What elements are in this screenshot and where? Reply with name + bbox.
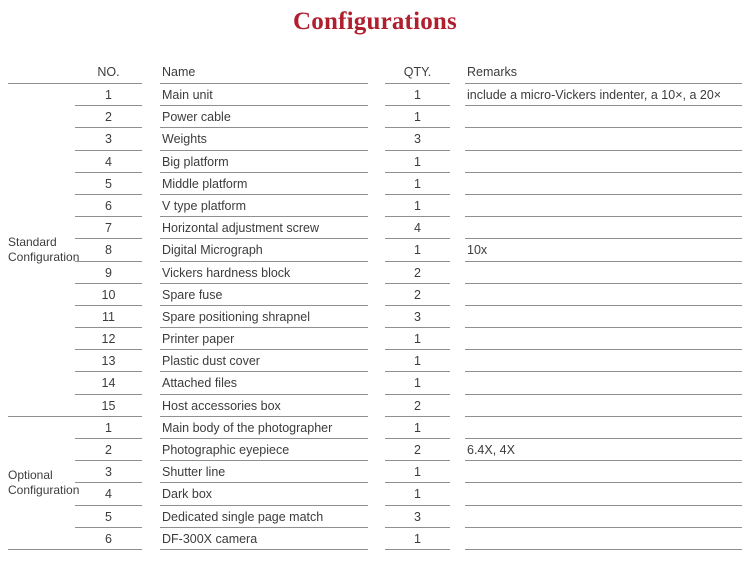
row-qty: 2 (385, 439, 450, 461)
row-qty: 1 (385, 84, 450, 106)
row-remarks (465, 217, 742, 239)
row-no: 1 (75, 84, 142, 106)
row-remarks (465, 128, 742, 150)
row-remarks (465, 417, 742, 439)
row-no: 4 (75, 483, 142, 505)
row-name: Printer paper (160, 328, 368, 350)
row-qty: 2 (385, 284, 450, 306)
row-name: DF-300X camera (160, 528, 368, 550)
row-no: 1 (75, 417, 142, 439)
row-remarks: include a micro-Vickers indenter, a 10×, a 20× (465, 84, 742, 106)
row-no: 15 (75, 395, 142, 417)
row-qty: 1 (385, 372, 450, 394)
section-label-standard: Standard Configuration (8, 84, 75, 417)
row-remarks (465, 262, 742, 284)
row-name: Power cable (160, 106, 368, 128)
row-name: Host accessories box (160, 395, 368, 417)
row-no: 9 (75, 262, 142, 284)
row-remarks (465, 151, 742, 173)
column-header-name: Name (160, 62, 368, 84)
row-remarks (465, 372, 742, 394)
row-remarks (465, 350, 742, 372)
row-no: 4 (75, 151, 142, 173)
row-qty: 1 (385, 239, 450, 261)
section-label-optional: Optional Configuration (8, 417, 75, 550)
row-no: 12 (75, 328, 142, 350)
row-qty: 3 (385, 506, 450, 528)
row-qty: 4 (385, 217, 450, 239)
row-qty: 1 (385, 483, 450, 505)
column-header-no: NO. (75, 62, 142, 84)
row-qty: 2 (385, 395, 450, 417)
row-qty: 1 (385, 195, 450, 217)
row-name: Spare fuse (160, 284, 368, 306)
row-qty: 1 (385, 106, 450, 128)
row-name: Attached files (160, 372, 368, 394)
row-remarks (465, 195, 742, 217)
page-title: Configurations (293, 8, 457, 35)
row-remarks (465, 461, 742, 483)
row-qty: 1 (385, 350, 450, 372)
row-remarks (465, 284, 742, 306)
row-name: Plastic dust cover (160, 350, 368, 372)
row-qty: 1 (385, 151, 450, 173)
row-remarks (465, 173, 742, 195)
row-no: 13 (75, 350, 142, 372)
row-remarks (465, 528, 742, 550)
row-remarks (465, 483, 742, 505)
row-remarks (465, 395, 742, 417)
row-qty: 1 (385, 417, 450, 439)
row-qty: 3 (385, 306, 450, 328)
row-qty: 1 (385, 461, 450, 483)
header-spacer (8, 62, 75, 84)
column-header-remarks: Remarks (465, 62, 742, 84)
row-remarks (465, 328, 742, 350)
row-remarks: 6.4X, 4X (465, 439, 742, 461)
row-name: Spare positioning shrapnel (160, 306, 368, 328)
row-qty: 1 (385, 528, 450, 550)
row-name: Main unit (160, 84, 368, 106)
row-no: 2 (75, 439, 142, 461)
row-no: 5 (75, 173, 142, 195)
row-qty: 3 (385, 128, 450, 150)
column-header-qty: QTY. (385, 62, 450, 84)
row-no: 6 (75, 528, 142, 550)
row-no: 14 (75, 372, 142, 394)
row-no: 7 (75, 217, 142, 239)
row-remarks (465, 106, 742, 128)
row-no: 3 (75, 128, 142, 150)
row-name: Main body of the photographer (160, 417, 368, 439)
row-name: Vickers hardness block (160, 262, 368, 284)
configurations-table (8, 62, 742, 550)
row-no: 11 (75, 306, 142, 328)
row-name: Dark box (160, 483, 368, 505)
row-name: Weights (160, 128, 368, 150)
row-name: Middle platform (160, 173, 368, 195)
row-no: 3 (75, 461, 142, 483)
row-name: V type platform (160, 195, 368, 217)
row-name: Horizontal adjustment screw (160, 217, 368, 239)
row-no: 5 (75, 506, 142, 528)
row-name: Photographic eyepiece (160, 439, 368, 461)
row-qty: 2 (385, 262, 450, 284)
row-qty: 1 (385, 173, 450, 195)
row-name: Shutter line (160, 461, 368, 483)
row-remarks (465, 506, 742, 528)
row-no: 10 (75, 284, 142, 306)
row-remarks (465, 306, 742, 328)
row-remarks: 10x (465, 239, 742, 261)
row-name: Big platform (160, 151, 368, 173)
row-name: Dedicated single page match (160, 506, 368, 528)
row-no: 6 (75, 195, 142, 217)
row-no: 2 (75, 106, 142, 128)
row-no: 8 (75, 239, 142, 261)
row-name: Digital Micrograph (160, 239, 368, 261)
row-qty: 1 (385, 328, 450, 350)
